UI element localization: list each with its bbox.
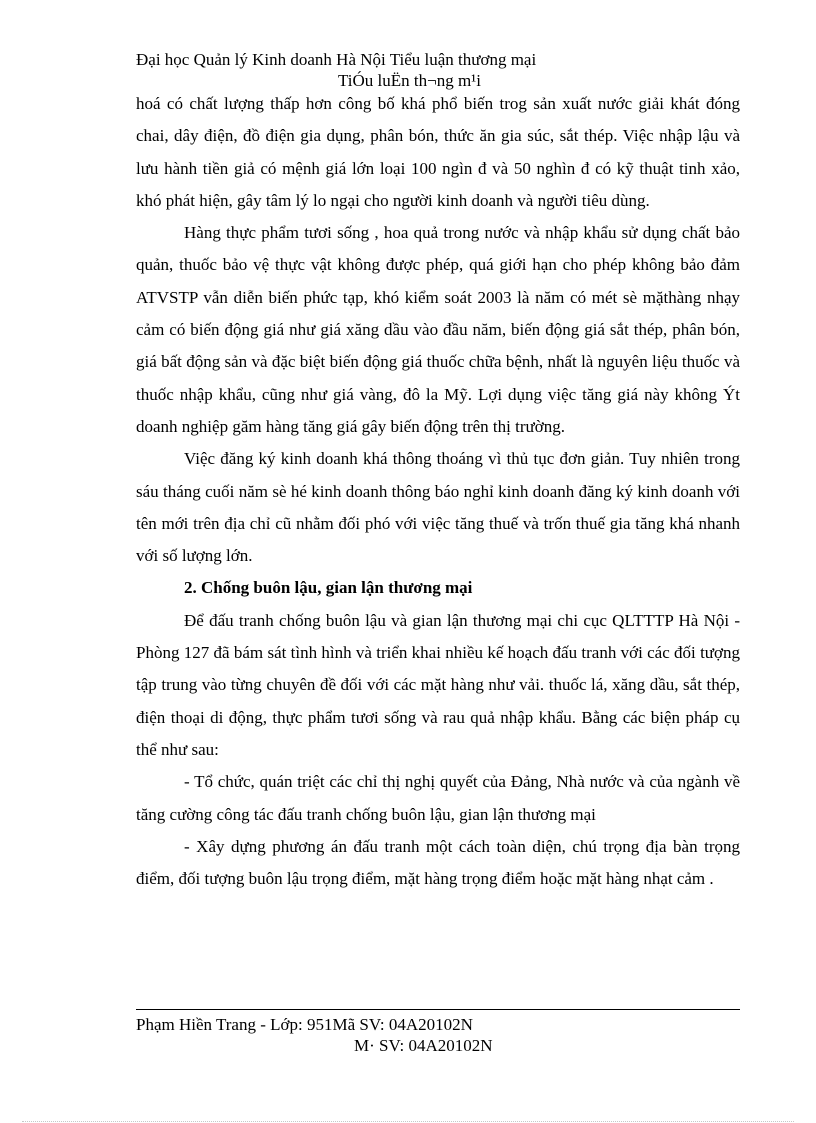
document-body	[136, 88, 740, 895]
page-edge	[22, 1121, 794, 1122]
list-item: - Xây dựng phương án đấu tranh một cách toàn diện, chú trọng địa bàn trọng điểm, đối tượng buôn lậu trọng điểm, mặt hàng trọng điểm hoặc mặt hàng nhạt cảm .	[136, 836, 740, 889]
paragraph: hoá có chất lượng thấp hơn công bố khá phổ biến trog sản xuất nước giải khát đóng chai, dây điện, đồ điện gia dụng, phân bón, thức ăn gia súc, sắt thép. Việc nhập lậu và lưu hành tiền giả có mệnh giá lớn loại 100 ngìn đ và 50 nghìn đ có kỹ thuật tinh xảo, khó phát hiện, gây tâm lý lo ngại cho người kinh doanh và người tiêu dùng.	[136, 94, 740, 210]
paragraph: Hàng thực phẩm tươi sống , hoa quả trong nước và nhập khẩu sử dụng chất bảo quản, thuốc bảo vệ thực vật không được phép, quá giới hạn cho phép không bảo đảm ATVSTP vẫn diễn biến phức tạp, khó kiểm soát 2003 là năm có mét sè mặthàng nhạy cảm có biến động giá như giá xăng dầu vào đầu năm, biến động giá sắt thép, phân bón, giá bất động sản và đặc biệt biến động giá thuốc chữa bệnh, nhất là nguyên liệu thuốc và thuốc nhập khẩu, cũng như giá vàng, đô la Mỹ. Lợi dụng việc tăng giá này không Ýt doanh nghiệp găm hàng tăng giá gây biến động trên thị trường.	[136, 223, 740, 436]
page-header	[136, 49, 746, 91]
paragraph: Để đấu tranh chống buôn lậu và gian lận thương mại chi cục QLTTTP Hà Nội - Phòng 127 đã bám sát tình hình và triển khai nhiều kế hoạch đấu tranh với các đối tượng tập trung vào từng chuyên đề đối với các mặt hàng như vải. thuốc lá, xăng dầu, sắt thép, điện thoại di động, thực phẩm tươi sống và rau quả nhập khẩu. Bằng các biện pháp cụ thể như sau:	[136, 610, 740, 759]
footer-line: Phạm Hiền Trang - Lớp: 951Mã SV: 04A20102N	[136, 1015, 473, 1034]
page-footer	[136, 1014, 746, 1056]
section-heading: 2. Chống buôn lậu, gian lận thương mại	[184, 578, 473, 598]
paragraph: Việc đăng ký kinh doanh khá thông thoáng vì thủ tục đơn giản. Tuy nhiên trong sáu tháng cuối năm sè hé kinh doanh thông báo nghỉ kinh doanh đăng ký kinh doanh với tên mới trên địa chỉ cũ nhằm đối phó với việc tăng thuế và trốn thuế gia tăng khá nhanh với số lượng lớn.	[136, 449, 740, 566]
header-line: Đại học Quản lý Kinh doanh Hà Nội Tiểu luận thương mại	[136, 50, 537, 69]
header-line-garbled: TiÓu luËn th¬ng m¹i	[338, 71, 481, 90]
footer-divider	[136, 1009, 740, 1010]
list-item: - Tổ chức, quán triệt các chỉ thị nghị quyết của Đảng, Nhà nước và của ngành về tăng cường công tác đấu tranh chống buôn lậu, gian lận thương mại	[136, 772, 740, 824]
footer-line-garbled: M· SV: 04A20102N	[354, 1036, 493, 1055]
